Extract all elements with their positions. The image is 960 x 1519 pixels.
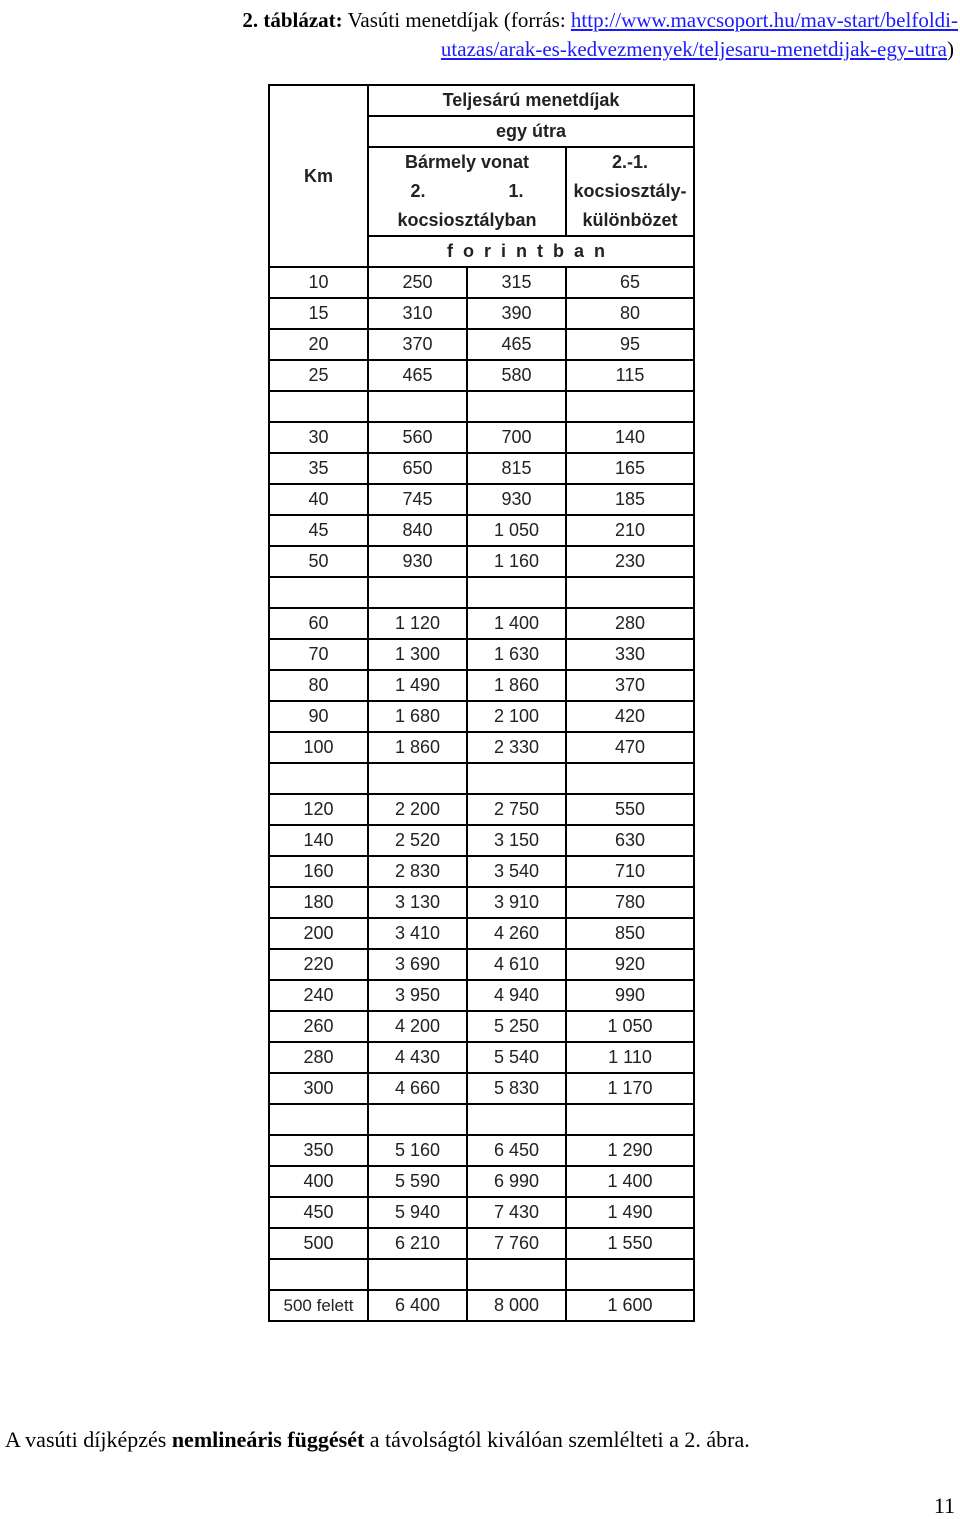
empty-cell <box>269 763 368 794</box>
km-cell: 120 <box>269 794 368 825</box>
difference-cell: 140 <box>566 422 694 453</box>
class1-fare-cell: 7 760 <box>467 1228 566 1259</box>
class1-fare-cell: 1 050 <box>467 515 566 546</box>
class1-fare-cell: 3 910 <box>467 887 566 918</box>
summary-text-2: a távolságtól kiválóan szemlélteti a 2. ábra. <box>369 1427 750 1452</box>
class1-fare-cell: 1 860 <box>467 670 566 701</box>
empty-cell <box>467 391 566 422</box>
class2-fare-cell: 4 200 <box>368 1011 467 1042</box>
empty-cell <box>467 577 566 608</box>
table-caption <box>0 6 960 64</box>
table-row <box>269 546 694 577</box>
caption-label: 2. táblázat: <box>242 8 343 32</box>
class2-fare-cell: 1 300 <box>368 639 467 670</box>
class1-fare-cell: 580 <box>467 360 566 391</box>
km-cell: 280 <box>269 1042 368 1073</box>
class1-fare-cell: 5 540 <box>467 1042 566 1073</box>
difference-cell: 115 <box>566 360 694 391</box>
class2-fare-cell: 1 490 <box>368 670 467 701</box>
class2-fare-cell: 3 410 <box>368 918 467 949</box>
difference-cell: 330 <box>566 639 694 670</box>
source-link-part2[interactable]: utazas/arak-es-kedvezmenyek/teljesaru-menetdijak-egy-utra <box>440 37 947 61</box>
class2-fare-cell: 3 950 <box>368 980 467 1011</box>
class1-fare-cell: 930 <box>467 484 566 515</box>
table-row <box>269 1042 694 1073</box>
table-row <box>269 856 694 887</box>
difference-cell: 1 050 <box>566 1011 694 1042</box>
table-row <box>269 670 694 701</box>
header-class-word: kocsiosztályban <box>368 206 566 236</box>
empty-cell <box>566 763 694 794</box>
km-cell: 200 <box>269 918 368 949</box>
empty-cell <box>566 1104 694 1135</box>
summary-bold: nemlineáris függését <box>171 1427 365 1452</box>
difference-cell: 80 <box>566 298 694 329</box>
summary-text-1: A vasúti díjképzés <box>5 1427 167 1452</box>
table-row <box>269 422 694 453</box>
difference-cell: 185 <box>566 484 694 515</box>
class1-fare-cell: 1 630 <box>467 639 566 670</box>
km-cell: 10 <box>269 267 368 298</box>
source-link-part1[interactable]: http://www.mavcsoport.hu/mav-start/belfoldi- <box>570 8 958 32</box>
km-cell: 25 <box>269 360 368 391</box>
caption-close: ) <box>947 37 954 61</box>
class2-fare-cell: 6 210 <box>368 1228 467 1259</box>
class2-fare-cell: 5 940 <box>368 1197 467 1228</box>
km-cell: 70 <box>269 639 368 670</box>
class1-fare-cell: 1 160 <box>467 546 566 577</box>
class1-fare-cell: 1 400 <box>467 608 566 639</box>
class1-fare-cell: 700 <box>467 422 566 453</box>
km-cell: 450 <box>269 1197 368 1228</box>
difference-cell: 230 <box>566 546 694 577</box>
table-row <box>269 515 694 546</box>
class2-fare-cell: 3 130 <box>368 887 467 918</box>
class2-fare-cell: 5 590 <box>368 1166 467 1197</box>
empty-cell <box>269 1104 368 1135</box>
difference-cell: 1 170 <box>566 1073 694 1104</box>
spacer-row <box>269 1259 694 1290</box>
class1-fare-cell: 7 430 <box>467 1197 566 1228</box>
class1-fare-cell: 2 750 <box>467 794 566 825</box>
table-row <box>269 918 694 949</box>
table-row <box>269 639 694 670</box>
km-cell: 45 <box>269 515 368 546</box>
class2-fare-cell: 465 <box>368 360 467 391</box>
difference-cell: 780 <box>566 887 694 918</box>
empty-cell <box>269 391 368 422</box>
class1-fare-cell: 6 450 <box>467 1135 566 1166</box>
difference-cell: 420 <box>566 701 694 732</box>
empty-cell <box>368 1259 467 1290</box>
caption-text: Vasúti menetdíjak (forrás: <box>347 8 566 32</box>
class2-fare-cell: 250 <box>368 267 467 298</box>
km-cell: 500 <box>269 1228 368 1259</box>
difference-cell: 280 <box>566 608 694 639</box>
km-cell: 400 <box>269 1166 368 1197</box>
difference-cell: 710 <box>566 856 694 887</box>
table-row <box>269 484 694 515</box>
empty-cell <box>269 1259 368 1290</box>
difference-cell: 1 600 <box>566 1290 694 1321</box>
km-cell: 15 <box>269 298 368 329</box>
empty-cell <box>368 391 467 422</box>
page-number: 11 <box>933 1493 955 1518</box>
class1-fare-cell: 815 <box>467 453 566 484</box>
spacer-row <box>269 763 694 794</box>
km-cell: 20 <box>269 329 368 360</box>
class2-fare-cell: 2 830 <box>368 856 467 887</box>
table-row <box>269 1228 694 1259</box>
class1-fare-cell: 6 990 <box>467 1166 566 1197</box>
class2-fare-cell: 2 520 <box>368 825 467 856</box>
class2-fare-cell: 560 <box>368 422 467 453</box>
class1-fare-cell: 3 150 <box>467 825 566 856</box>
km-cell: 100 <box>269 732 368 763</box>
empty-cell <box>368 763 467 794</box>
difference-cell: 990 <box>566 980 694 1011</box>
class2-fare-cell: 930 <box>368 546 467 577</box>
class2-fare-cell: 1 680 <box>368 701 467 732</box>
class1-fare-cell: 465 <box>467 329 566 360</box>
class1-fare-cell: 4 260 <box>467 918 566 949</box>
header-class-2: 2. <box>368 177 467 206</box>
difference-cell: 210 <box>566 515 694 546</box>
class1-fare-cell: 5 830 <box>467 1073 566 1104</box>
difference-cell: 920 <box>566 949 694 980</box>
class1-fare-cell: 8 000 <box>467 1290 566 1321</box>
table-row <box>269 298 694 329</box>
spacer-row <box>269 577 694 608</box>
km-cell: 300 <box>269 1073 368 1104</box>
difference-cell: 1 110 <box>566 1042 694 1073</box>
empty-cell <box>467 1104 566 1135</box>
table-row <box>269 453 694 484</box>
table-row <box>269 1290 694 1321</box>
difference-cell: 1 290 <box>566 1135 694 1166</box>
empty-cell <box>566 391 694 422</box>
difference-cell: 1 550 <box>566 1228 694 1259</box>
class2-fare-cell: 840 <box>368 515 467 546</box>
header-class-1: 1. <box>467 177 566 206</box>
class1-fare-cell: 5 250 <box>467 1011 566 1042</box>
empty-cell <box>368 577 467 608</box>
km-cell: 50 <box>269 546 368 577</box>
class2-fare-cell: 1 120 <box>368 608 467 639</box>
km-cell: 40 <box>269 484 368 515</box>
spacer-row <box>269 391 694 422</box>
table-row <box>269 701 694 732</box>
table-row <box>269 825 694 856</box>
class1-fare-cell: 315 <box>467 267 566 298</box>
table-row <box>269 1011 694 1042</box>
class1-fare-cell: 4 940 <box>467 980 566 1011</box>
class1-fare-cell: 2 330 <box>467 732 566 763</box>
class2-fare-cell: 650 <box>368 453 467 484</box>
difference-cell: 630 <box>566 825 694 856</box>
class1-fare-cell: 2 100 <box>467 701 566 732</box>
km-cell: 140 <box>269 825 368 856</box>
table-row <box>269 608 694 639</box>
difference-cell: 95 <box>566 329 694 360</box>
class2-fare-cell: 2 200 <box>368 794 467 825</box>
class2-fare-cell: 5 160 <box>368 1135 467 1166</box>
table-row <box>269 1166 694 1197</box>
table-row <box>269 732 694 763</box>
km-cell: 180 <box>269 887 368 918</box>
class2-fare-cell: 6 400 <box>368 1290 467 1321</box>
km-cell: 220 <box>269 949 368 980</box>
km-cell: 30 <box>269 422 368 453</box>
class2-fare-cell: 3 690 <box>368 949 467 980</box>
table-row <box>269 1197 694 1228</box>
header-title: Teljesárú menetdíjak <box>368 85 694 116</box>
empty-cell <box>467 763 566 794</box>
table-row <box>269 1073 694 1104</box>
header-diff-top: 2.-1. <box>566 147 694 177</box>
km-cell: 350 <box>269 1135 368 1166</box>
km-cell: 160 <box>269 856 368 887</box>
header-diff-mid: kocsiosztály- <box>566 177 694 206</box>
km-cell: 35 <box>269 453 368 484</box>
summary-paragraph <box>5 1425 750 1455</box>
header-diff-bottom: különbözet <box>566 206 694 236</box>
class2-fare-cell: 1 860 <box>368 732 467 763</box>
difference-cell: 1 400 <box>566 1166 694 1197</box>
difference-cell: 370 <box>566 670 694 701</box>
difference-cell: 470 <box>566 732 694 763</box>
difference-cell: 550 <box>566 794 694 825</box>
header-subtitle: egy útra <box>368 116 694 147</box>
empty-cell <box>467 1259 566 1290</box>
header-any-train: Bármely vonat <box>368 147 566 177</box>
class2-fare-cell: 310 <box>368 298 467 329</box>
table-row <box>269 329 694 360</box>
km-cell: 60 <box>269 608 368 639</box>
class2-fare-cell: 745 <box>368 484 467 515</box>
class1-fare-cell: 4 610 <box>467 949 566 980</box>
difference-cell: 1 490 <box>566 1197 694 1228</box>
table-row <box>269 980 694 1011</box>
difference-cell: 65 <box>566 267 694 298</box>
class2-fare-cell: 4 430 <box>368 1042 467 1073</box>
km-cell: 80 <box>269 670 368 701</box>
empty-cell <box>368 1104 467 1135</box>
empty-cell <box>566 577 694 608</box>
class1-fare-cell: 390 <box>467 298 566 329</box>
table-row <box>269 949 694 980</box>
difference-cell: 850 <box>566 918 694 949</box>
class2-fare-cell: 4 660 <box>368 1073 467 1104</box>
empty-cell <box>269 577 368 608</box>
header-unit: forintban <box>368 236 694 267</box>
km-header: Km <box>269 85 368 267</box>
table-row <box>269 267 694 298</box>
spacer-row <box>269 1104 694 1135</box>
class1-fare-cell: 3 540 <box>467 856 566 887</box>
table-row <box>269 887 694 918</box>
class2-fare-cell: 370 <box>368 329 467 360</box>
empty-cell <box>566 1259 694 1290</box>
table-row <box>269 794 694 825</box>
km-cell: 260 <box>269 1011 368 1042</box>
km-cell: 90 <box>269 701 368 732</box>
km-cell: 240 <box>269 980 368 1011</box>
fare-table <box>268 84 695 1322</box>
table-row <box>269 360 694 391</box>
table-row <box>269 1135 694 1166</box>
difference-cell: 165 <box>566 453 694 484</box>
km-cell: 500 felett <box>269 1290 368 1321</box>
